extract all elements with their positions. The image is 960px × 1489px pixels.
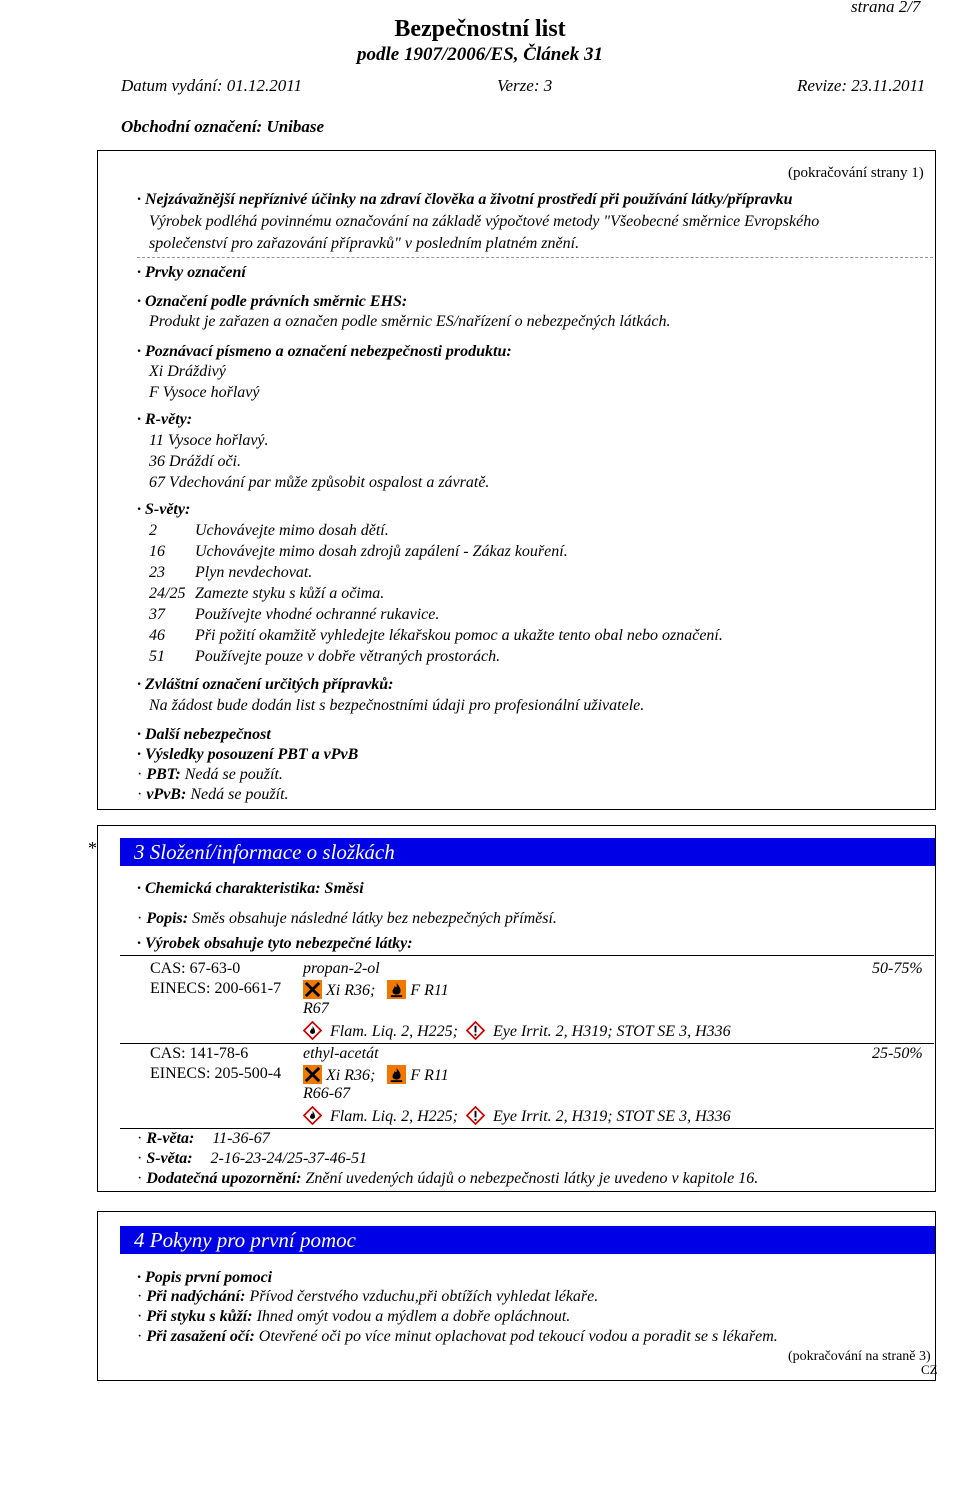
s-phrase-text: Zamezte styku s kůží a očima. — [195, 585, 385, 602]
change-marker: * — [88, 838, 97, 858]
r-sentence-value: 11-36-67 — [212, 1130, 270, 1147]
section-3-heading: 3 Složení/informace o složkách — [120, 838, 935, 866]
flame-diamond-icon — [303, 1021, 322, 1040]
r-extra: R67 — [303, 1000, 329, 1017]
effects-line-1: Výrobek podléhá povinnému označování na základě výpočtové metody "Všeobecné směrnice Evropského — [149, 213, 820, 230]
s-phrase-code: 24/25 — [149, 585, 186, 602]
pbt-row — [137, 766, 283, 784]
additional-note-row — [137, 1170, 758, 1188]
f-label: F R11 — [410, 982, 449, 999]
trade-name: Obchodní označení: Unibase — [121, 117, 325, 136]
revision-date: Revize: 23.11.2011 — [797, 76, 926, 95]
r-phrase: 36 Dráždí oči. — [149, 453, 241, 470]
pbt-label: PBT: — [146, 766, 181, 783]
einecs-number: EINECS: 205-500-4 — [150, 1065, 282, 1082]
r-sentence-row — [137, 1130, 270, 1148]
vpvb-row — [137, 786, 289, 804]
inhalation-text: Přívod čerstvého vzduchu,při obtížích vyhledat lékaře. — [249, 1288, 599, 1305]
s-phrase-text: Používejte pouze v dobře větraných prostorách. — [195, 648, 501, 665]
s-phrase-code: 51 — [149, 648, 165, 665]
s-phrase-text: Používejte vhodné ochranné rukavice. — [195, 606, 440, 623]
flame-icon — [387, 1065, 406, 1084]
inhalation-row — [137, 1288, 598, 1306]
concentration: 25-50% — [872, 1045, 923, 1062]
xi-label: Xi R36; — [326, 982, 376, 999]
s-phrases-title: · S-věty: — [137, 501, 190, 519]
hazard-title: · Poznávací písmeno a označení nebezpečnosti produktu: — [137, 343, 512, 361]
skin-text: Ihned omýt vodou a mýdlem a dobře opláchnout. — [256, 1308, 571, 1325]
description-label: Popis: — [146, 910, 189, 927]
exclamation-diamond-icon — [466, 1106, 485, 1125]
ehs-text: Produkt je zařazen a označen podle směrnic ES/nařízení o nebezpečných látkách. — [149, 313, 671, 330]
divider — [137, 257, 933, 258]
r-sentence-label: R-věta: — [146, 1130, 195, 1147]
harmful-cross-icon — [303, 980, 322, 999]
harmful-cross-icon — [303, 1065, 322, 1084]
s-phrase-code: 37 — [149, 606, 165, 623]
flame-diamond-icon — [303, 1106, 322, 1125]
vpvb-label: vPvB: — [146, 786, 187, 803]
s-phrase-code: 16 — [149, 543, 165, 560]
chemical-characteristics: · Chemická charakteristika: Směsi — [137, 880, 364, 898]
dsd-classification — [303, 1065, 449, 1085]
effects-line-2: společenství pro zařazování přípravků" v posledním platném znění. — [149, 235, 580, 252]
hazard-f: F Vysoce hořlavý — [149, 384, 260, 401]
s-phrase-text: Uchovávejte mimo dosah zdrojů zapálení - Zákaz kouření. — [195, 543, 568, 560]
r-phrases-title: · R-věty: — [137, 411, 192, 429]
section-4-heading: 4 Pokyny pro první pomoc — [120, 1226, 935, 1254]
einecs-number: EINECS: 200-661-7 — [150, 980, 282, 997]
r-phrase: 67 Vdechování par může způsobit ospalost a závratě. — [149, 474, 490, 491]
table-top-line — [120, 955, 934, 956]
eye-label: Při zasažení očí: — [146, 1328, 255, 1345]
special-label-title: · Zvláštní označení určitých přípravků: — [137, 676, 393, 694]
version: Verze: 3 — [497, 76, 553, 95]
document-title: Bezpečnostní list — [394, 16, 566, 42]
s-sentence-row — [137, 1150, 367, 1168]
first-aid-title: · Popis první pomoci — [137, 1269, 272, 1287]
eye-row — [137, 1328, 778, 1346]
description-text: Směs obsahuje následné látky bez nebezpečných příměsí. — [192, 910, 557, 927]
clp-classification — [303, 1021, 731, 1041]
cas-number: CAS: 67-63-0 — [150, 960, 241, 977]
additional-note-label: Dodatečná upozornění: — [146, 1170, 302, 1187]
xi-label: Xi R36; — [326, 1067, 376, 1084]
continued-from: (pokračování strany 1) — [788, 165, 924, 181]
special-label-text: Na žádost bude dodán list s bezpečnostními údaji pro profesionální uživatele. — [149, 697, 645, 714]
hazard-xi: Xi Dráždivý — [149, 363, 226, 380]
clp-eye: Eye Irrit. 2, H319; STOT SE 3, H336 — [493, 1108, 731, 1125]
document-subtitle: podle 1907/2006/ES, Článek 31 — [357, 44, 603, 65]
label-elements-title: · Prvky označení — [137, 264, 246, 282]
table-bottom-line — [120, 1128, 934, 1129]
skin-row — [137, 1308, 570, 1326]
additional-note-text: Znění uvedených údajů o nebezpečnosti látky je uvedeno v kapitole 16. — [305, 1170, 759, 1187]
pbt-title: · Výsledky posouzení PBT a vPvB — [137, 746, 358, 764]
clp-classification — [303, 1106, 731, 1126]
dangerous-substances-title: · Výrobek obsahuje tyto nebezpečné látky: — [137, 935, 413, 953]
substance-name: propan-2-ol — [303, 960, 380, 977]
s-phrase-code: 2 — [149, 522, 157, 539]
cas-number: CAS: 141-78-6 — [150, 1045, 249, 1062]
s-sentence-value: 2-16-23-24/25-37-46-51 — [210, 1150, 367, 1167]
language-code: CZ — [921, 1362, 938, 1377]
clp-flam: Flam. Liq. 2, H225; — [330, 1108, 458, 1125]
r-phrase: 11 Vysoce hořlavý. — [149, 432, 269, 449]
skin-label: Při styku s kůží: — [146, 1308, 253, 1325]
table-middle-line — [120, 1043, 934, 1044]
r-extra: R66-67 — [303, 1085, 351, 1102]
description-row — [137, 910, 557, 928]
s-phrase-code: 23 — [149, 564, 165, 581]
eye-text: Otevřené oči po více minut oplachovat pod tekoucí vodou a poradit se s lékařem. — [258, 1328, 778, 1345]
clp-eye: Eye Irrit. 2, H319; STOT SE 3, H336 — [493, 1023, 731, 1040]
s-phrase-text: Plyn nevdechovat. — [195, 564, 313, 581]
continued-to: (pokračování na straně 3) — [788, 1349, 931, 1364]
vpvb-value: Nedá se použít. — [190, 786, 289, 803]
f-label: F R11 — [410, 1067, 449, 1084]
substance-name: ethyl-acetát — [303, 1045, 379, 1062]
s-phrase-code: 46 — [149, 627, 165, 644]
ehs-title: · Označení podle právních směrnic EHS: — [137, 293, 407, 311]
s-phrase-text: Uchovávejte mimo dosah dětí. — [195, 522, 389, 539]
inhalation-label: Při nadýchání: — [146, 1288, 246, 1305]
s-sentence-label: S-věta: — [146, 1150, 193, 1167]
pbt-value: Nedá se použít. — [184, 766, 283, 783]
exclamation-diamond-icon — [466, 1021, 485, 1040]
concentration: 50-75% — [872, 960, 923, 977]
flame-icon — [387, 980, 406, 999]
s-phrase-text: Při požití okamžitě vyhledejte lékařskou pomoc a ukažte tento obal nebo označení. — [195, 627, 723, 644]
page-number: strana 2/7 — [851, 0, 921, 16]
issue-date: Datum vydání: 01.12.2011 — [121, 76, 302, 95]
other-hazards: · Další nebezpečnost — [137, 726, 271, 744]
dsd-classification — [303, 980, 449, 1000]
clp-flam: Flam. Liq. 2, H225; — [330, 1023, 458, 1040]
effects-title: · Nejzávažnější nepříznivé účinky na zdraví člověka a životní prostředí při používání látky/přípravku — [137, 191, 793, 209]
